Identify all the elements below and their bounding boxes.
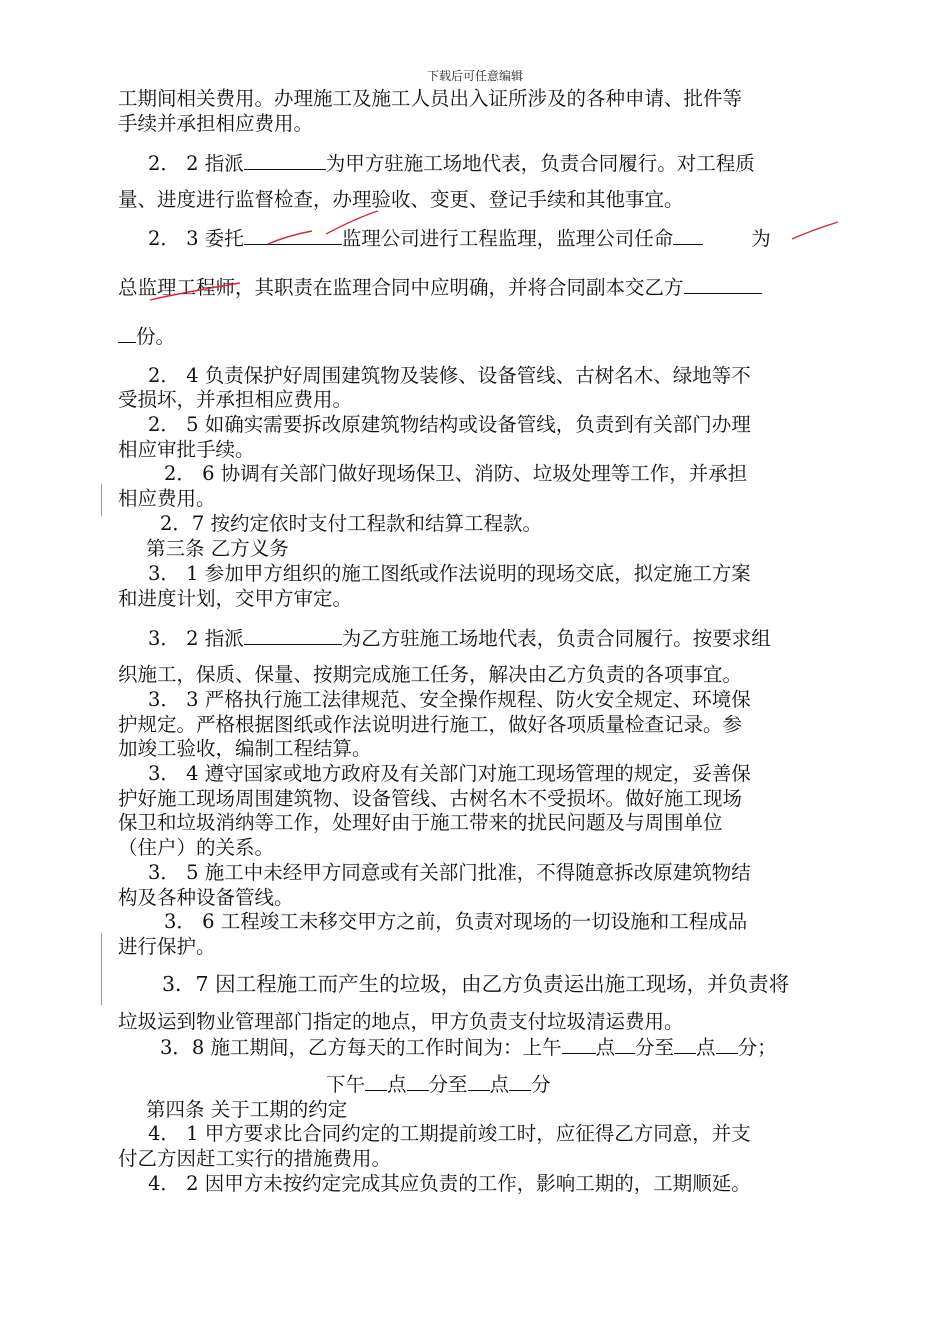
text-line: 加竣工验收，编制工程结算。 [118, 737, 372, 760]
text-line: 2． 5 如确实需要拆改原建筑物结构或设备管线，负责到有关部门办理 [148, 413, 751, 436]
text-line: 3． 3 严格执行施工法律规范、安全操作规程、防火安全规定、环境保 [148, 688, 751, 711]
blank-field[interactable] [716, 1035, 738, 1054]
revision-bar [101, 484, 102, 516]
clause-2-3-end: 份。 [118, 324, 175, 349]
blank-field[interactable] [118, 324, 136, 343]
blank-field[interactable] [468, 1072, 490, 1091]
clause-3-2: 3． 2 指派 为乙方驻施工场地代表，负责合同履行。按要求组 [148, 627, 771, 650]
text-line: 量、进度进行监督检查，办理验收、变更、登记手续和其他事宜。 [118, 188, 684, 211]
blank-field[interactable] [244, 226, 342, 245]
text-line: 3． 5 施工中未经甲方同意或有关部门批准，不得随意拆改原建筑物结 [148, 861, 751, 884]
text-line: （住户）的关系。 [118, 836, 275, 859]
text-line: 4． 2 因甲方未按约定完成其应负责的工作，影响工期的，工期顺延。 [148, 1172, 751, 1195]
text-line: 2． 6 协调有关部门做好现场保卫、消防、垃圾处理等工作，并承担 [164, 462, 748, 485]
clause-2-3: 2． 3 委托 监理公司进行工程监理，监理公司任命 为 [148, 227, 771, 250]
revision-bar [101, 933, 102, 1005]
text-line: 保卫和垃圾消纳等工作，处理好由于施工带来的扰民问题及与周围单位 [118, 811, 723, 834]
clause-3-8: 3．8 施工期间，乙方每天的工作时间为：上午 点 分至 点 分； [160, 1036, 777, 1059]
text-line: 3． 6 工程竣工未移交甲方之前，负责对现场的一切设施和工程成品 [164, 910, 748, 933]
text-line: 4． 1 甲方要求比合同约定的工期提前竣工时，应征得乙方同意，并支 [148, 1122, 751, 1145]
blank-field[interactable] [673, 226, 703, 245]
text-line: 织施工，保质、保量、按期完成施工任务，解决由乙方负责的各项事宜。 [118, 663, 743, 686]
blank-field[interactable] [615, 1035, 635, 1054]
section-heading: 第三条 乙方义务 [146, 537, 289, 560]
text-line: 垃圾运到物业管理部门指定的地点，甲方负责支付垃圾清运费用。 [118, 1010, 684, 1033]
page-header: 下载后可任意编辑 [426, 69, 523, 83]
text-line: 手续并承担相应费用。 [118, 112, 314, 135]
text-line: 付乙方因赶工实行的措施费用。 [118, 1147, 392, 1170]
text-line: 和进度计划，交甲方审定。 [118, 587, 353, 610]
blank-field[interactable] [407, 1072, 429, 1091]
blank-field[interactable] [509, 1072, 531, 1091]
blank-field[interactable] [562, 1035, 596, 1054]
text-line: 相应费用。 [118, 487, 216, 510]
blank-field[interactable] [674, 1035, 696, 1054]
text-line: 护规定。严格根据图纸或作法说明进行施工，做好各项质量检查记录。参 [118, 713, 743, 736]
pen-stroke-3 [792, 222, 838, 239]
text-line: 3．7 因工程施工而产生的垃圾，由乙方负责运出施工现场，并负责将 [162, 972, 790, 996]
text-line: 相应审批手续。 [118, 438, 255, 461]
text-line: 3． 4 遵守国家或地方政府及有关部门对施工现场管理的规定，妥善保 [148, 762, 751, 785]
text-line: 构及各种设备管线。 [118, 886, 294, 909]
text-line: 工期间相关费用。办理施工及施工人员出入证所涉及的各种申请、批件等 [118, 87, 743, 110]
text-line: 进行保护。 [118, 935, 216, 958]
text-line: 护好施工现场周围建筑物、设备管线、古树名木不受损坏。做好施工现场 [118, 787, 743, 810]
clause-2-2: 2． 2 指派 为甲方驻施工场地代表，负责合同履行。对工程质 [148, 152, 755, 175]
blank-field[interactable] [365, 1072, 387, 1091]
blank-field[interactable] [244, 626, 342, 645]
text-line: 3． 1 参加甲方组织的施工图纸或作法说明的现场交底，拟定施工方案 [148, 562, 751, 585]
clause-3-8-cont: 下午 点 分至 点 分 [326, 1073, 551, 1096]
text-line: 2． 4 负责保护好周围建筑物及装修、设备管线、古树名木、绿地等不 [148, 364, 751, 387]
blank-field[interactable] [684, 275, 762, 294]
blank-field[interactable] [244, 151, 326, 170]
clause-2-3-cont: 总监理工程师，其职责在监理合同中应明确，并将合同副本交乙方 [118, 275, 762, 300]
text-line: 受损坏，并承担相应费用。 [118, 388, 353, 411]
section-heading: 第四条 关于工期的约定 [146, 1098, 348, 1121]
text-line: 2．7 按约定依时支付工程款和结算工程款。 [160, 512, 543, 535]
